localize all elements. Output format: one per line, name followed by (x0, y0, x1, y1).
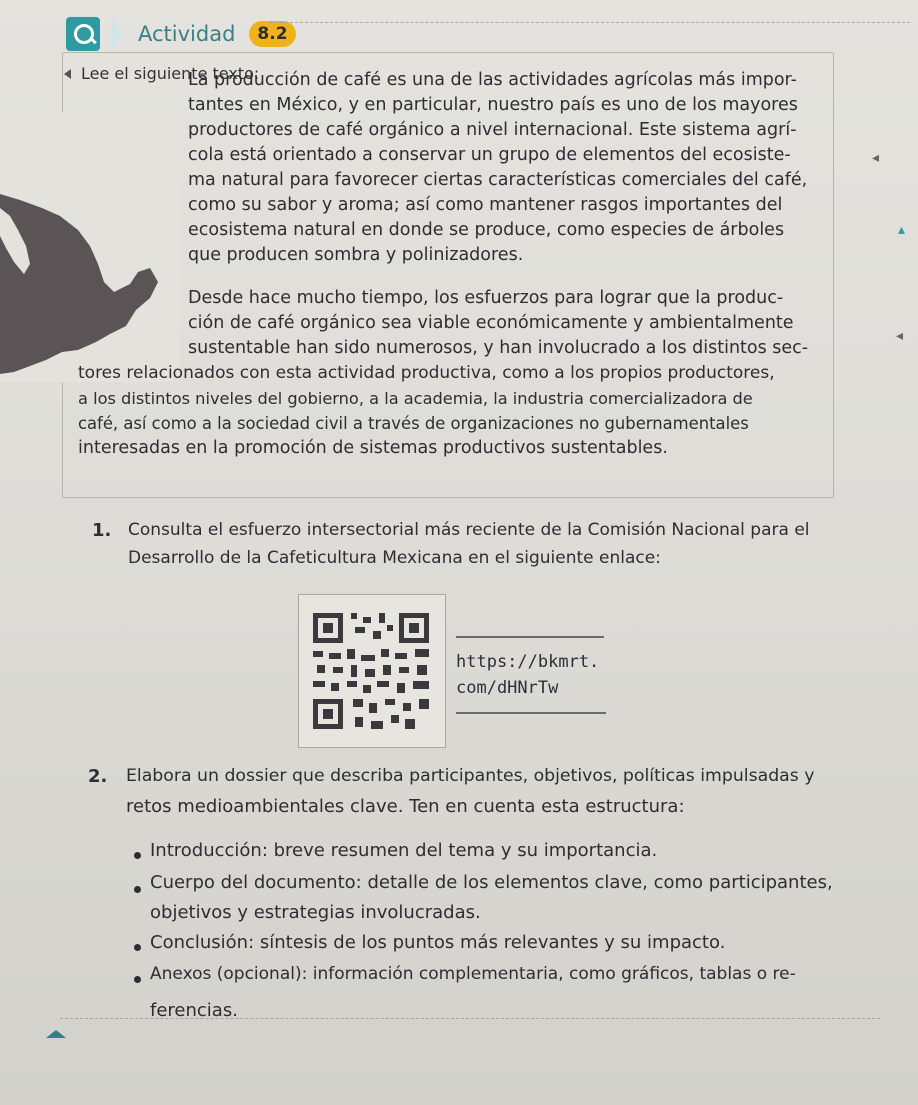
qr-code-icon (299, 595, 445, 747)
triangle-up-icon: ▴ (898, 222, 906, 238)
question-1-line: Consulta el esfuerzo intersectorial más reciente de la Comisión Nacional para el (128, 520, 810, 540)
reading-line: ma natural para favorecer ciertas características comerciales del café, (188, 170, 808, 190)
question-2-line: retos medioambientales clave. Ten en cuenta esta estructura: (126, 796, 685, 817)
mexico-map-icon (0, 112, 180, 382)
qr-code-box[interactable] (298, 594, 446, 748)
triangle-up-icon (46, 1030, 66, 1038)
reading-line: como su sabor y aroma; así como mantener rasgos importantes del (188, 195, 783, 215)
reading-line: productores de café orgánico a nivel internacional. Este sistema agrí- (188, 120, 797, 140)
bullet-item-text: Anexos (opcional): información complementaria, como gráficos, tablas o re- (150, 964, 796, 984)
reading-line: Desde hace mucho tiempo, los esfuerzos para lograr que la produc- (188, 288, 784, 308)
bottom-divider (60, 1018, 880, 1019)
reading-line: tantes en México, y en particular, nuestro país es uno de los mayores (188, 95, 798, 115)
header-divider (270, 22, 910, 23)
magnifier-icon (66, 17, 100, 51)
bullet-icon (134, 944, 141, 951)
reading-line: cola está orientado a conservar un grupo de elementos del ecosiste- (188, 145, 791, 165)
bullet-item-text: Cuerpo del documento: detalle de los elementos clave, como participantes, (150, 872, 833, 893)
bullet-item-text: Conclusión: síntesis de los puntos más relevantes y su impacto. (150, 932, 726, 953)
reading-line: tores relacionados con esta actividad productiva, como a los propios productores, (78, 363, 775, 383)
question-1-number: 1. (92, 520, 112, 541)
reading-line: ecosistema natural en donde se produce, como especies de árboles (188, 220, 785, 240)
link-text-line-2[interactable]: com/dHNrTw (456, 678, 559, 698)
reading-line: café, así como a la sociedad civil a través de organizaciones no gubernamentales (78, 414, 749, 433)
link-rule-top (456, 636, 604, 638)
triangle-left-icon: ◂ (872, 150, 880, 166)
activity-number-badge: 8.2 (249, 21, 295, 47)
bullet-icon (134, 886, 141, 893)
triangle-left-icon: ◂ (896, 328, 904, 344)
link-rule-bottom (456, 712, 606, 714)
bullet-item-text: ferencias. (150, 1000, 238, 1021)
reading-line: sustentable han sido numerosos, y han involucrado a los distintos sec- (188, 338, 809, 358)
reading-line: interesadas en la promoción de sistemas productivos sustentables. (78, 438, 668, 458)
bullet-item-text: objetivos y estrategias involucradas. (150, 902, 481, 923)
chevron-right-icon (112, 18, 122, 50)
bullet-icon (134, 852, 141, 859)
instruction-text: Lee el siguiente texto: (81, 64, 260, 83)
question-1-line: Desarrollo de la Cafeticultura Mexicana en el siguiente enlace: (128, 548, 661, 568)
reading-line: que producen sombra y polinizadores. (188, 245, 524, 265)
question-2-line: Elabora un dossier que describa participantes, objetivos, políticas impulsadas y (126, 766, 815, 786)
triangle-left-icon (64, 69, 71, 79)
reading-line: ción de café orgánico sea viable económicamente y ambientalmente (188, 313, 794, 333)
bullet-icon (134, 976, 141, 983)
link-text-line-1[interactable]: https://bkmrt. (456, 652, 600, 672)
activity-header (66, 14, 296, 54)
question-2-number: 2. (88, 766, 108, 787)
bullet-item-text: Introducción: breve resumen del tema y su importancia. (150, 840, 658, 861)
activity-label: Actividad (138, 22, 236, 46)
reading-line: a los distintos niveles del gobierno, a la academia, la industria comercializadora de (78, 389, 753, 408)
reading-line: La producción de café es una de las actividades agrícolas más impor- (188, 70, 797, 90)
